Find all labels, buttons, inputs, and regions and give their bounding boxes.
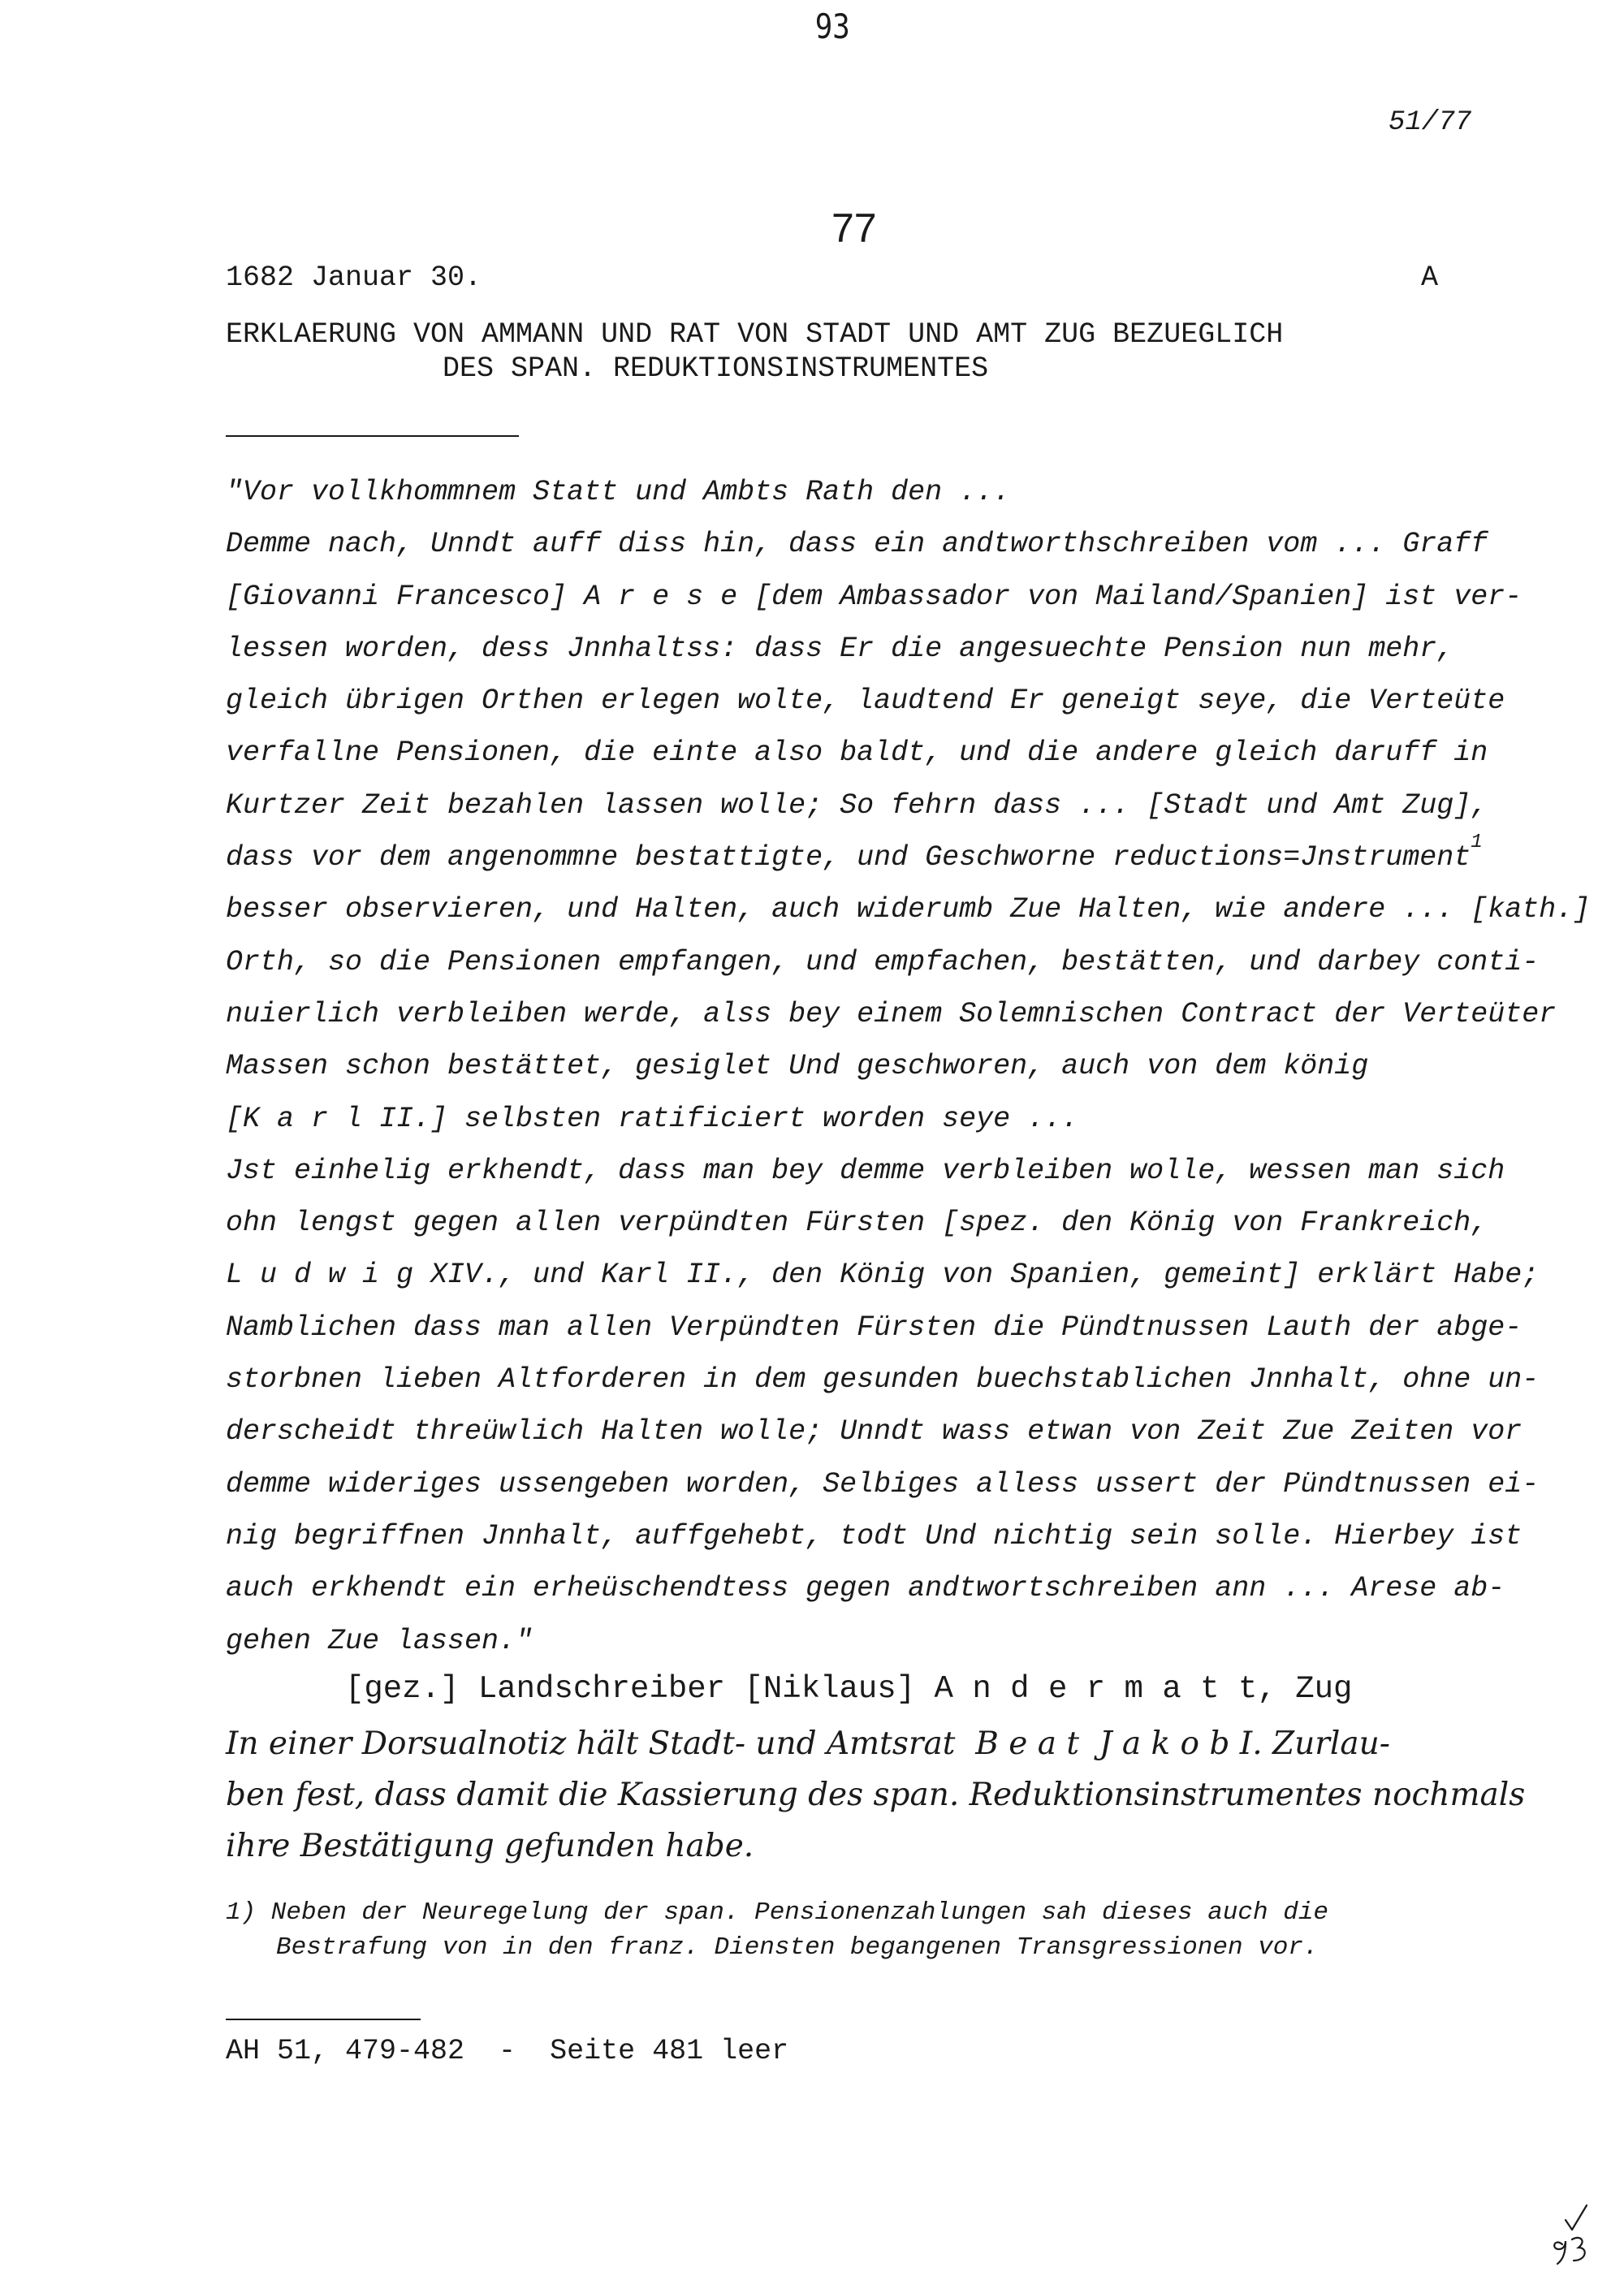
body-line: Jst einhelig erkhendt, dass man bey demme verbleiben wolle, wessen man sich: [226, 1154, 1505, 1187]
source-letter: A: [1421, 261, 1439, 294]
body-line: Orth, so die Pensionen empfangen, und empfachen, bestätten, und darbey conti-: [226, 945, 1540, 978]
footnote-line-2: Bestrafung von in den franz. Diensten begangenen Transgressionen vor.: [276, 1933, 1319, 1962]
body-line: derscheidt threüwlich Halten wolle; Unndt wass etwan von Zeit Zue Zeiten vor: [226, 1415, 1522, 1449]
body-line: storbnen lieben Altforderen in dem gesunden buechstablichen Jnnhalt, ohne un-: [226, 1363, 1540, 1397]
body-line: nuierlich verbleiben werde, alss bey einem Solemnischen Contract der Verteüter: [226, 997, 1557, 1030]
dorsal-note-line: In einer Dorsualnotiz hält Stadt- und Amtsrat B e a t J a k o b I. Zurlau-: [226, 1725, 1390, 1762]
body-line: gehen Zue lassen.": [226, 1624, 533, 1657]
reference-number: 51/77: [1389, 107, 1472, 138]
body-line: dass vor dem angenommne bestattigte, und Geschworne reductions=Jnstrument: [226, 841, 1471, 875]
footnote-marker: 1: [1471, 831, 1483, 854]
document-date: 1682 Januar 30.: [226, 261, 482, 294]
dorsal-note-line: ihre Bestätigung gefunden habe.: [226, 1828, 754, 1864]
body-line: nig begriffnen Jnnhalt, auffgehebt, todt Und nichtig sein solle. Hierbey ist: [226, 1519, 1522, 1553]
body-line: gleich übrigen Orthen erlegen wolte, laudtend Er geneigt seye, die Verteüte: [226, 685, 1505, 718]
dorsal-note: [226, 1718, 1525, 1872]
document-title-line-1: ERKLAERUNG VON AMMANN UND RAT VON STADT UND AMT ZUG BEZUEGLICH: [226, 318, 1284, 351]
body-line: ohn lengst gegen allen verpündten Fürsten [spez. den König von Frankreich,: [226, 1207, 1488, 1240]
title-divider: [226, 435, 519, 437]
dorsal-note-line: ben fest, dass damit die Kassierung des span. Reduktionsinstrumentes nochmals: [226, 1777, 1526, 1813]
body-line: lessen worden, dess Jnnhaltss: dass Er die angesuechte Pension nun mehr,: [226, 632, 1454, 665]
body-line-with-footnote: [226, 831, 1590, 883]
body-line: "Vor vollkhommnem Statt und Ambts Rath den ...: [226, 476, 1011, 508]
source-citation: AH 51, 479-482 - Seite 481 leer: [226, 2035, 789, 2067]
body-line: Massen schon bestättet, gesiglet Und geschworen, auch von dem könig: [226, 1050, 1369, 1083]
document-number: 77: [831, 205, 877, 251]
body-line: Demme nach, Unndt auff diss hin, dass ein andtworthschreiben vom ... Graff: [226, 528, 1488, 561]
handwritten-corner-mark-icon: [1548, 2202, 1596, 2267]
body-line: besser observieren, und Halten, auch widerumb Zue Halten, wie andere ... [kath.]: [226, 893, 1591, 926]
body-line: [Giovanni Francesco] A r e s e [dem Ambassador von Mailand/Spanien] ist ver-: [226, 580, 1522, 613]
body-line: Kurtzer Zeit bezahlen lassen wolle; So fehrn dass ... [Stadt und Amt Zug],: [226, 788, 1488, 822]
body-line: demme wideriges ussengeben worden, Selbiges alless ussert der Pündtnussen ei-: [226, 1467, 1540, 1501]
quoted-text-body: [226, 466, 1590, 1667]
archive-stamp-number: 93: [814, 6, 850, 46]
body-line: L u d w i g XIV., und Karl II., den König von Spanien, gemeint] erklärt Habe;: [226, 1259, 1540, 1292]
body-line: verfallne Pensionen, die einte also baldt, und die andere gleich daruff in: [226, 736, 1488, 770]
source-divider: [226, 2019, 421, 2020]
body-line: Namblichen dass man allen Verpündten Fürsten die Pündtnussen Lauth der abge-: [226, 1311, 1522, 1344]
document-title-line-2: DES SPAN. REDUKTIONSINSTRUMENTES: [443, 352, 989, 385]
footnote-line-1: 1) Neben der Neuregelung der span. Pensionenzahlungen sah dieses auch die: [226, 1898, 1329, 1927]
body-line: [K a r l II.] selbsten ratificiert worden seye ...: [226, 1102, 1079, 1135]
body-line: auch erkhendt ein erheüschendtess gegen andtwortschreiben ann ... Arese ab-: [226, 1572, 1505, 1605]
signature-line: [gez.] Landschreiber [Niklaus] A n d e r m a t t, Zug: [345, 1671, 1353, 1707]
